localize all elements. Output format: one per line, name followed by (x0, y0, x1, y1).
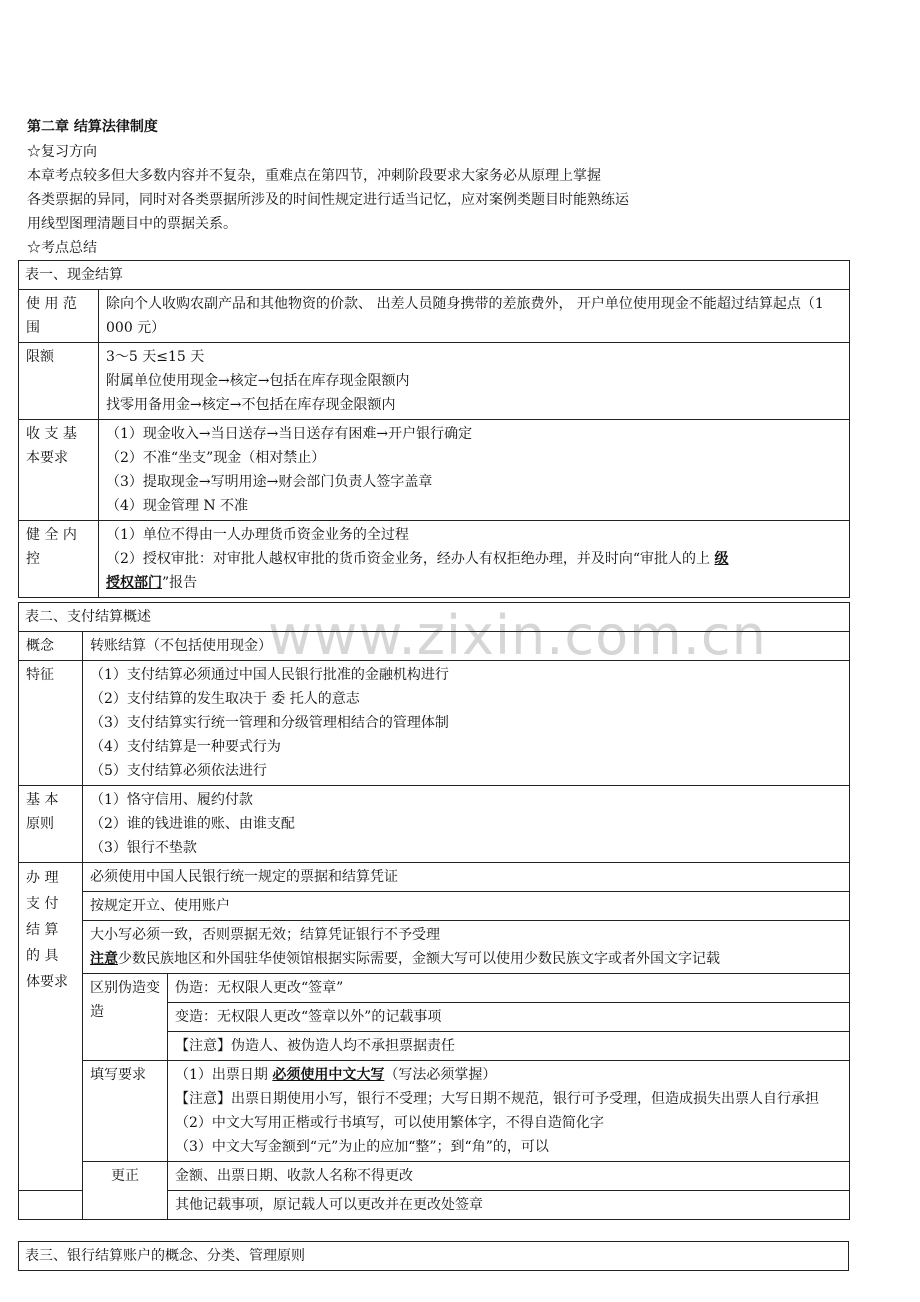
row-cell-principles (83, 786, 850, 863)
row-label-limit: 限额 (19, 343, 99, 420)
table-bank-accounts (18, 1241, 849, 1271)
review-direction: ☆复习方向 (27, 144, 97, 160)
feature-line: （5）支付结算必须依法进行 (90, 763, 267, 779)
control-text: ”报告 (162, 575, 198, 591)
req-item: 按规定开立、使用账户 (83, 892, 850, 921)
summary-heading: ☆考点总结 (27, 240, 97, 256)
correct-item: 其他记载事项，原记载人可以更改并在更改处签章 (168, 1191, 850, 1220)
table-cash-settlement (18, 260, 850, 598)
control-line: （1）单位不得由一人办理货币资金业务的全过程 (106, 527, 409, 543)
row-cell-features (83, 661, 850, 786)
intro-line-1: 本章考点较多但大多数内容并不复杂，重难点在第四节，冲刺阶段要求大家务必从原理上掌握 (27, 168, 601, 184)
req-item (83, 921, 850, 974)
table3-caption: 表三、银行结算账户的概念、分类、管理原则 (19, 1242, 849, 1271)
feature-line: （3）支付结算实行统一管理和分级管理相结合的管理体制 (90, 715, 449, 731)
feature-line: （4）支付结算是一种要式行为 (90, 739, 281, 755)
table-payment-settlement (18, 602, 850, 1220)
row-cell-internal-control (99, 521, 850, 598)
principle-line: （3）银行不垫款 (90, 840, 197, 856)
sub-label-forgery: 区别伪造变造 (83, 974, 168, 1061)
sub-label-correction: 更正 (83, 1162, 168, 1220)
row-text-usage: 除向个人收购农副产品和其他物资的价款、 出差人员随身携带的差旅费外， 开户单位使用现金不能超过结算起点（1 000 元） (99, 290, 850, 343)
forge-item: 伪造：无权限人更改“签章” (168, 974, 850, 1003)
control-line (106, 571, 842, 595)
basic-req-line: （3）提取现金→写明用途→财会部门负责人签字盖章 (106, 474, 433, 490)
req-line (90, 947, 842, 971)
feature-line: （1）支付结算必须通过中国人民银行批准的金融机构进行 (90, 667, 449, 683)
row-label-principles: 基 本 原则 (19, 786, 83, 863)
limit-line: 3～5 天≤15 天 (106, 349, 205, 365)
row-text-concept: 转账结算（不包括使用现金） (83, 632, 850, 661)
fill-line: （2）中文大写用正楷或行书填写，可以使用繁体字，不得自造简化字 (175, 1115, 604, 1131)
principle-line: （1）恪守信用、履约付款 (90, 792, 253, 808)
fill-text: （写法必须掌握） (384, 1067, 497, 1083)
row-label-internal-control: 健 全 内 控 (19, 521, 99, 598)
fill-line: （3）中文大写金额到“元”为止的应加“整”；到“角”的，可以 (175, 1139, 549, 1155)
intro-line-3: 用线型图理清题目中的票据关系。 (27, 216, 237, 232)
intro-line-2: 各类票据的异同，同时对各类票据所涉及的时间性规定进行适当记忆，应对案例类题目时能熟练运 (27, 192, 629, 208)
watermark: www.zixin.com.cn (268, 604, 767, 667)
note-label: 注意 (90, 951, 118, 967)
row-label-concept: 概念 (19, 632, 83, 661)
emphasis-text: 授权部门 (106, 575, 162, 591)
basic-req-line: （4）现金管理 N 不准 (106, 498, 249, 514)
control-text: （2）授权审批：对审批人越权审批的货币资金业务，经办人有权拒绝办理，并及时向“审批人的上 (106, 551, 711, 567)
chapter-title: 第二章 结算法律制度 (27, 119, 158, 135)
sub-label-fill: 填写要求 (83, 1061, 168, 1162)
row-label-features: 特征 (19, 661, 83, 786)
row-label-usage: 使 用 范 围 (19, 290, 99, 343)
correct-item: 金额、出票日期、收款人名称不得更改 (168, 1162, 850, 1191)
forge-item: 变造：无权限人更改“签章以外”的记载事项 (168, 1003, 850, 1032)
forge-item: 【注意】伪造人、被伪造人均不承担票据责任 (168, 1032, 850, 1061)
feature-line: （2）支付结算的发生取决于 委 托人的意志 (90, 691, 360, 707)
table1-caption: 表一、现金结算 (19, 261, 850, 290)
row-label-basic-req: 收 支 基 本要求 (19, 420, 99, 521)
empty-cell (19, 1191, 83, 1220)
principle-line: （2）谁的钱进谁的账、由谁支配 (90, 816, 295, 832)
emphasis-text: 级 (714, 551, 729, 567)
fill-line (175, 1063, 842, 1087)
row-cell-basic-req (99, 420, 850, 521)
control-line (106, 547, 842, 571)
req-item: 必须使用中国人民银行统一规定的票据和结算凭证 (83, 863, 850, 892)
row-label-requirements: 办 理 支 付 结 算 的 具 体要求 (19, 863, 83, 1191)
fill-cell (168, 1061, 850, 1162)
req-text: 少数民族地区和外国驻华使领馆根据实际需要，金额大写可以使用少数民族文字或者外国文字记载 (118, 951, 720, 967)
basic-req-line: （2）不准“坐支”现金（相对禁止） (106, 450, 326, 466)
limit-line: 附属单位使用现金→核定→包括在库存现金限额内 (106, 373, 410, 389)
basic-req-line: （1）现金收入→当日送存→当日送存有困难→开户银行确定 (106, 426, 473, 442)
emphasis-text: 必须使用中文大写 (272, 1067, 385, 1083)
fill-line: 【注意】出票日期使用小写，银行不受理；大写日期不规范，银行可予受理，但造成损失出票人自行承担 (175, 1091, 819, 1107)
req-line: 大小写必须一致，否则票据无效；结算凭证银行不予受理 (90, 927, 440, 943)
limit-line: 找零用备用金→核定→不包括在库存现金限额内 (106, 397, 396, 413)
fill-text: （1）出票日期 (175, 1067, 273, 1083)
row-cell-limit (99, 343, 850, 420)
table2-caption: 表二、支付结算概述 (19, 603, 850, 632)
